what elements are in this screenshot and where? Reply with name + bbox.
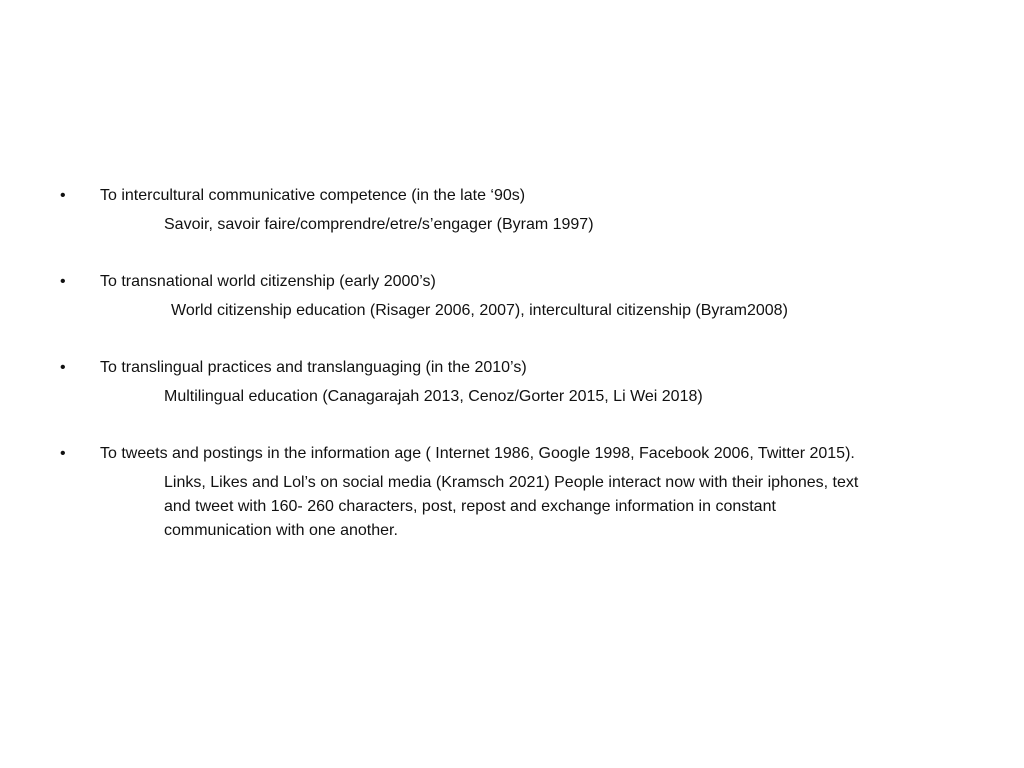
bullet-subtext-line: and tweet with 160- 260 characters, post, repost and exchange information in constant	[164, 498, 776, 515]
bullet-marker: •	[60, 273, 66, 290]
bullet-subtext-line: communication with one another.	[164, 522, 398, 539]
bullet-subtext-line: Links, Likes and Lol’s on social media (Kramsch 2021) People interact now with their iphones, text	[164, 474, 859, 491]
bullet-subtext: Savoir, savoir faire/comprendre/etre/s’engager (Byram 1997)	[164, 216, 594, 233]
bullet-line	[0, 184, 1024, 208]
bullet-marker: •	[60, 359, 66, 376]
bullet-text: To intercultural communicative competence (in the late ‘90s)	[100, 187, 526, 204]
bullet-subtext: World citizenship education (Risager 2006, 2007), intercultural citizenship (Byram2008)	[171, 302, 788, 319]
bullet-subtext: Multilingual education (Canagarajah 2013, Cenoz/Gorter 2015, Li Wei 2018)	[164, 388, 703, 405]
bullet-text: To tweets and postings in the information age ( Internet 1986, Google 1998, Facebook 2006, Twitter 2015).	[100, 445, 855, 462]
bullet-line	[0, 356, 1024, 380]
bullet-marker: •	[60, 445, 66, 462]
bullet-line	[0, 442, 1024, 466]
bullet-marker: •	[60, 187, 66, 204]
bullet-text: To translingual practices and translanguaging (in the 2010’s)	[100, 359, 527, 376]
bullet-text: To transnational world citizenship (early 2000’s)	[100, 273, 436, 290]
bullet-line	[0, 270, 1024, 294]
